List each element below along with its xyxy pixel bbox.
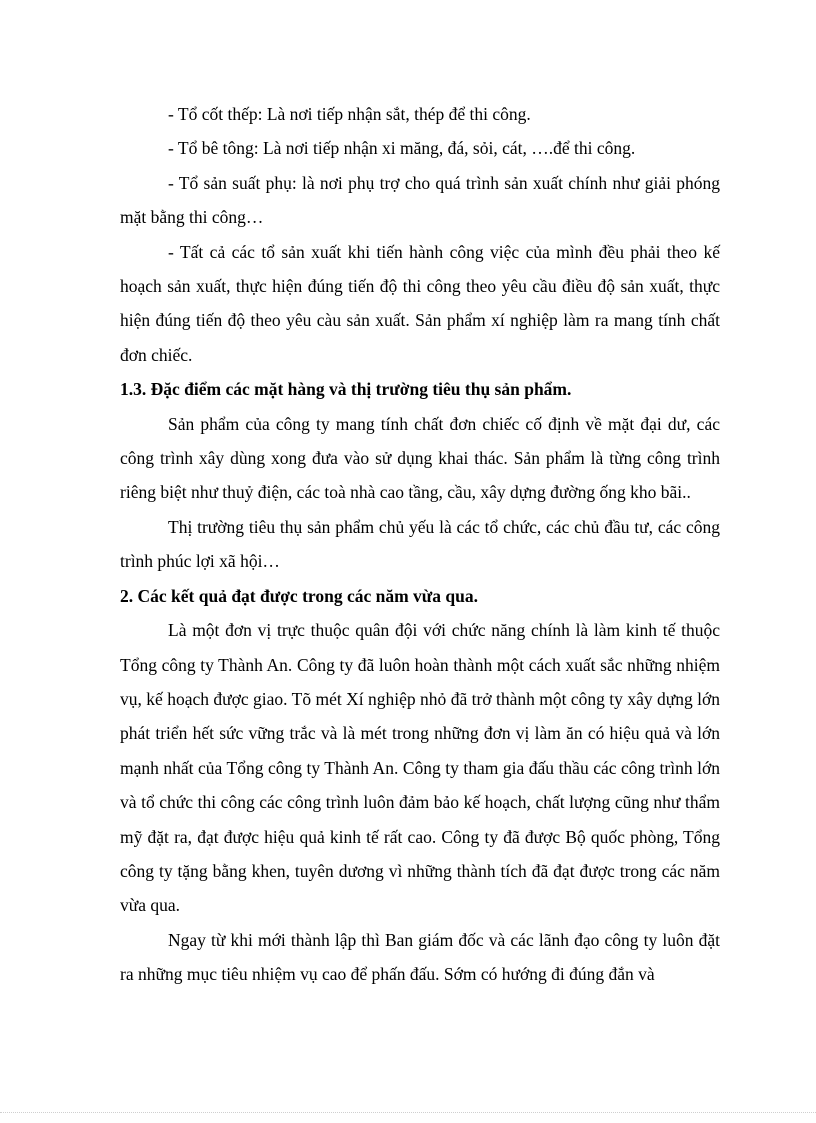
paragraph-la-mot-don-vi: Là một đơn vị trực thuộc quân đội với chức năng chính là làm kinh tế thuộc Tổng công ty Thành An. Công ty đã luôn hoàn thành một cách xuất sắc những nhiệm vụ, kế hoạch được giao. Tõ mét Xí nghiệp nhỏ đã trở thành một công ty xây dựng lớn phát triển hết sức vững trắc và là mét trong những đơn vị làm ăn có hiệu quả và lớn mạnh nhất của Tổng công ty Thành An. Công ty tham gia đấu thầu các công trình lớn và tổ chức thi công các công trình luôn đảm bảo kế hoạch, chất lượng cũng như thẩm mỹ đặt ra, đạt được hiệu quả kinh tế rất cao. Công ty đã được Bộ quốc phòng, Tổng công ty tặng bằng khen, tuyên dương vì những thành tích đã đạt được trong các năm vừa qua.: [120, 620, 720, 916]
paragraph-to-be-tong: - Tổ bê tông: Là nơi tiếp nhận xi măng, đá, sỏi, cát, ….để thi công.: [168, 138, 636, 159]
paragraph-ngay-tu-khi: Ngay từ khi mới thành lập thì Ban giám đốc và các lãnh đạo công ty luôn đặt ra những mục tiêu nhiệm vụ cao để phấn đấu. Sớm có hướng đi đúng đắn và: [120, 929, 720, 985]
paragraph-tat-ca-cac-to: - Tất cả các tổ sản xuất khi tiến hành công việc của mình đều phải theo kế hoạch sản xuất, thực hiện đúng tiến độ thi công theo yêu cầu điều độ sản xuất, thực hiện đúng tiến độ theo yêu càu sản xuất. Sản phẩm xí nghiệp làm ra mang tính chất đơn chiếc.: [120, 241, 720, 365]
section-heading-1-3: 1.3. Đặc điểm các mặt hàng và thị trường tiêu thụ sản phẩm.: [120, 379, 572, 400]
paragraph-to-san-suat-phu: - Tổ sản suất phụ: là nơi phụ trợ cho quá trình sản xuất chính như giải phóng mặt bằng thi công…: [120, 172, 720, 228]
paragraph-san-pham: Sản phẩm của công ty mang tính chất đơn chiếc cố định về mặt đại dư, các công trình xây dùng xong đưa vào sử dụng khai thác. Sản phẩm là từng công trình riêng biệt như thuỷ điện, các toà nhà cao tầng, cầu, xây dựng đường ống kho bãi..: [120, 413, 720, 503]
document-body: [120, 97, 720, 992]
paragraph-thi-truong: Thị trường tiêu thụ sản phẩm chủ yếu là các tổ chức, các chủ đầu tư, các công trình phúc lợi xã hội…: [120, 516, 720, 572]
section-heading-2: 2. Các kết quả đạt được trong các năm vừa qua.: [120, 585, 479, 606]
paragraph-to-cot-thep: - Tổ cốt thếp: Là nơi tiếp nhận sắt, thép để thi công.: [168, 104, 531, 124]
page-bottom-divider: [0, 1112, 816, 1113]
